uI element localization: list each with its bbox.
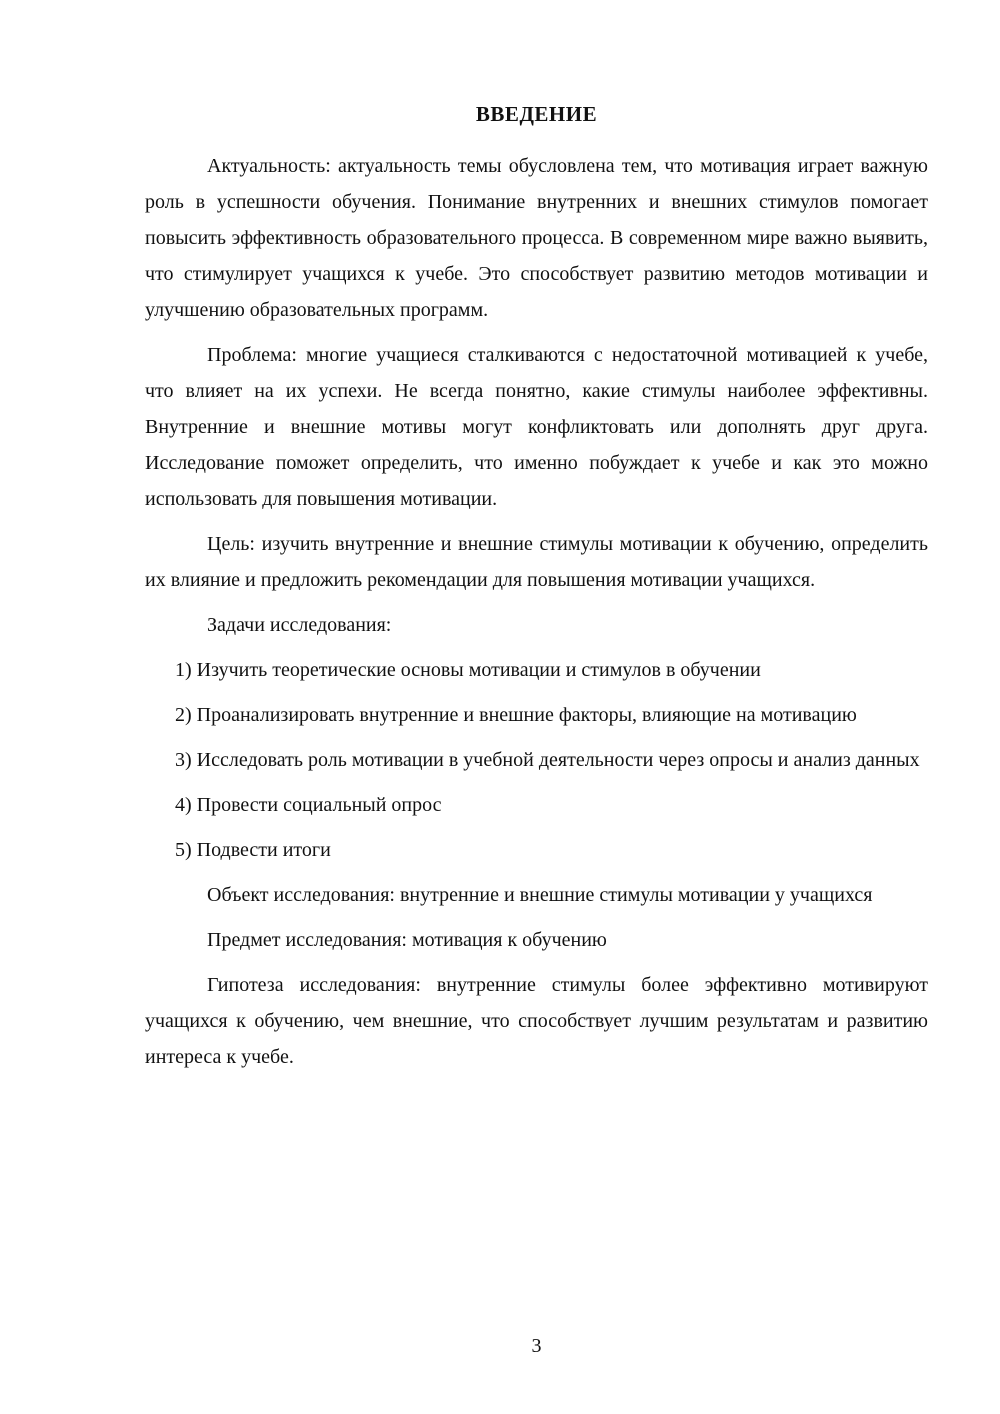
tasks-heading: Задачи исследования:	[207, 614, 392, 636]
task-item-4: 4) Провести социальный опрос	[175, 794, 442, 816]
page-number: 3	[531, 1335, 542, 1357]
paragraph-hypothesis: Гипотеза исследования: внутренние стимулы более эффективно мотивируют учащихся к обучению, чем внешние, что способствует лучшим результатам и развитию интереса к учебе.	[145, 974, 928, 1068]
task-item-5: 5) Подвести итоги	[175, 839, 331, 861]
paragraph-problem: Проблема: многие учащиеся сталкиваются с недостаточной мотивацией к учебе, что влияет на их успехи. Не всегда понятно, какие стимулы наиболее эффективны. Внутренние и внешние мотивы могут конфликтовать или дополнять друг друга. Исследование поможет определить, что именно побуждает к учебе и как это можно использовать для повышения мотивации.	[145, 344, 928, 510]
task-item-2: 2) Проанализировать внутренние и внешние факторы, влияющие на мотивацию	[175, 704, 857, 726]
paragraph-object: Объект исследования: внутренние и внешние стимулы мотивации у учащихся	[207, 884, 873, 906]
task-item-3: 3) Исследовать роль мотивации в учебной деятельности через опросы и анализ данных	[175, 749, 920, 771]
task-item-1: 1) Изучить теоретические основы мотивации и стимулов в обучении	[175, 659, 761, 681]
paragraph-subject: Предмет исследования: мотивация к обучению	[207, 929, 607, 951]
paragraph-relevance: Актуальность: актуальность темы обусловлена тем, что мотивация играет важную роль в успешности обучения. Понимание внутренних и внешних стимулов помогает повысить эффективность образовательного процесса. В современном мире важно выявить, что стимулирует учащихся к учебе. Это способствует развитию методов мотивации и улучшению образовательных программ.	[145, 155, 928, 321]
document-title: ВВЕДЕНИЕ	[475, 102, 598, 126]
paragraph-goal: Цель: изучить внутренние и внешние стимулы мотивации к обучению, определить их влияние и предложить рекомендации для повышения мотивации учащихся.	[145, 533, 928, 591]
